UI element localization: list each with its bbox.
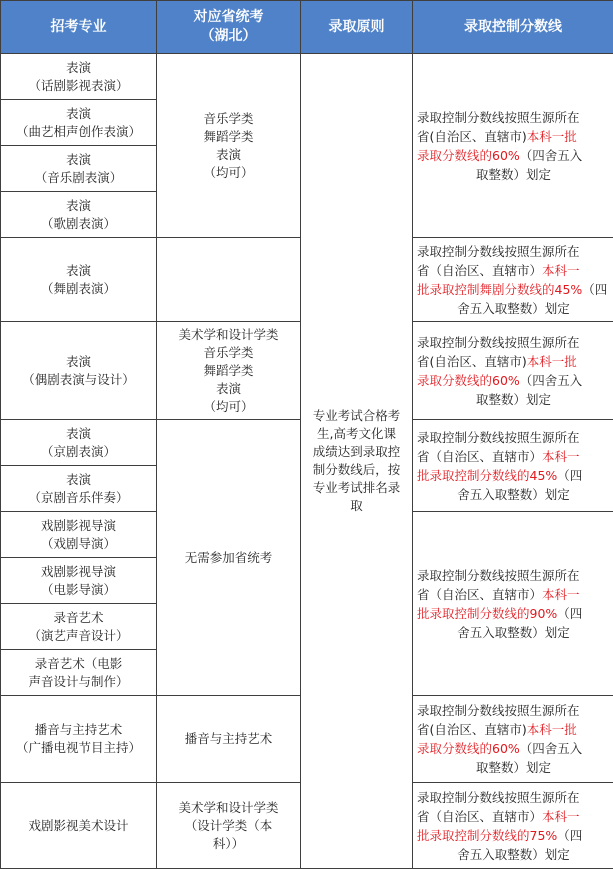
header-exam-sub: （湖北） <box>200 28 257 44</box>
principle-line: 成绩达到录取控 <box>312 444 401 459</box>
header-principle-label: 录取原则 <box>328 18 385 35</box>
score-highlight: 本科一 <box>542 262 580 278</box>
header-row <box>1 1 613 54</box>
score-cell <box>413 54 613 238</box>
major-direction: （话剧影视表演） <box>28 77 129 93</box>
exam-line: 播音与主持艺术 <box>184 731 273 746</box>
major-name: 表演 <box>65 471 91 487</box>
exam-cell <box>157 420 301 696</box>
major-cell <box>1 783 157 869</box>
score-highlight: 本科一 <box>542 448 580 464</box>
score-line <box>417 758 610 777</box>
exam-line: （均可） <box>203 164 254 180</box>
score-text: 录取控制分数线按照生源所在 <box>417 789 580 805</box>
score-text: 录取控制分数线按照生源所在 <box>417 243 580 259</box>
score-line <box>417 566 610 585</box>
exam-cell <box>157 783 301 869</box>
score-line <box>417 242 610 261</box>
major-direction: （电影导演） <box>40 581 116 597</box>
score-line <box>417 845 610 864</box>
score-highlight: 批录取控制分数线的45% <box>417 467 558 483</box>
major-direction: （音乐剧表演） <box>34 169 123 185</box>
table-row <box>1 54 613 100</box>
exam-line: （均可） <box>203 398 254 414</box>
header-exam <box>157 1 301 54</box>
exam-line: 舞蹈学类 <box>203 128 254 144</box>
score-line <box>417 604 610 623</box>
score-text: 取整数）划定 <box>475 391 551 407</box>
score-text: （四舍五入 <box>519 741 583 756</box>
major-direction: 声音设计与制作） <box>28 673 129 689</box>
header-exam-label: 对应省统考 <box>193 9 264 25</box>
major-name: 录音艺术 <box>53 609 104 625</box>
score-line <box>417 447 610 466</box>
exam-line: 美术学和设计学类 <box>178 799 279 815</box>
score-line <box>417 108 610 127</box>
score-line <box>417 701 610 720</box>
major-cell <box>1 604 157 650</box>
header-principle <box>301 1 413 54</box>
score-text: 舍五入取整数）划定 <box>457 300 570 316</box>
score-text: 录取控制分数线按照生源所在 <box>417 109 580 125</box>
score-line <box>417 428 610 447</box>
score-cell <box>413 238 613 322</box>
major-direction: （戏剧导演） <box>40 535 116 551</box>
exam-line: 舞蹈学类 <box>203 362 254 378</box>
score-line <box>417 585 610 604</box>
major-direction: （演艺声音设计） <box>28 627 129 643</box>
major-direction: （曲艺相声创作表演） <box>15 123 141 139</box>
score-cell <box>413 322 613 420</box>
score-line <box>417 352 610 371</box>
major-name: 表演 <box>65 197 91 213</box>
score-cell <box>413 420 613 512</box>
major-cell <box>1 322 157 420</box>
score-text: 录取控制分数线按照生源所在 <box>417 429 580 445</box>
principle-line: 专业考试合格考 <box>312 408 401 423</box>
major-name: 表演 <box>65 262 91 278</box>
score-line <box>417 739 610 758</box>
exam-cell <box>157 54 301 238</box>
score-highlight: 批录取控制分数线的75% <box>417 827 558 843</box>
major-cell <box>1 512 157 558</box>
score-text: 录取控制分数线按照生源所在 <box>417 567 580 583</box>
score-text: 省（自治区、直辖市） <box>417 808 543 824</box>
major-name: 表演 <box>65 59 91 75</box>
major-name: 表演 <box>65 425 91 441</box>
score-line <box>417 165 610 184</box>
principle-line: 生,高考文化课 <box>317 426 396 441</box>
score-text: 舍五入取整数）划定 <box>457 486 570 502</box>
major-cell <box>1 146 157 192</box>
major-name: 戏剧影视导演 <box>40 563 116 579</box>
score-highlight: 录取分数线的60% <box>417 147 520 163</box>
score-text: （四 <box>557 467 583 483</box>
major-direction: （京剧表演） <box>40 443 116 459</box>
score-text: 录取控制分数线按照生源所在 <box>417 334 580 350</box>
score-line <box>417 788 610 807</box>
score-highlight: 本科一 <box>542 586 580 602</box>
principle-line: 专业考试排名录 <box>312 480 401 495</box>
exam-line: 音乐学类 <box>203 110 254 126</box>
score-line <box>417 390 610 409</box>
score-line <box>417 826 610 845</box>
score-line <box>417 333 610 352</box>
score-highlight: 批录取控制舞剧分数线的45% <box>417 281 583 297</box>
score-text: （四 <box>557 605 583 621</box>
major-cell <box>1 558 157 604</box>
score-cell <box>413 696 613 783</box>
major-name: 表演 <box>65 151 91 167</box>
score-line <box>417 720 610 739</box>
major-direction: （舞剧表演） <box>40 280 116 296</box>
header-major-label: 招考专业 <box>50 18 107 35</box>
principle-cell <box>301 54 413 869</box>
score-line <box>417 299 610 318</box>
score-text: 录取控制分数线按照生源所在 <box>417 703 580 718</box>
major-direction: （偶剧表演与设计） <box>22 371 135 387</box>
score-line <box>417 146 610 165</box>
score-line <box>417 623 610 642</box>
score-text: 舍五入取整数）划定 <box>457 846 570 862</box>
exam-cell <box>157 322 301 420</box>
major-cell <box>1 420 157 466</box>
score-text: （四 <box>557 827 583 843</box>
score-text: 省（自治区、直辖市） <box>417 262 543 278</box>
major-direction: （广播电视节目主持） <box>15 740 141 755</box>
exam-line: 无需参加省统考 <box>184 549 273 565</box>
score-text: 省(自治区、直辖市) <box>417 128 527 144</box>
major-name: 表演 <box>65 105 91 121</box>
score-text: 舍五入取整数）划定 <box>457 624 570 640</box>
score-cell <box>413 512 613 696</box>
score-highlight: 本科一批 <box>526 722 577 737</box>
major-cell <box>1 650 157 696</box>
header-score-label: 录取控制分数线 <box>464 18 562 35</box>
major-name: 戏剧影视导演 <box>40 517 116 533</box>
major-name: 表演 <box>65 353 91 369</box>
major-cell <box>1 696 157 783</box>
score-text: 取整数）划定 <box>475 760 551 775</box>
score-highlight: 本科一 <box>542 808 580 824</box>
score-line <box>417 280 610 299</box>
score-line <box>417 127 610 146</box>
score-line <box>417 466 610 485</box>
score-text: （四舍五入 <box>519 372 583 388</box>
major-cell <box>1 54 157 100</box>
header-major <box>1 1 157 54</box>
score-line <box>417 261 610 280</box>
exam-line: （设计学类（本 <box>184 817 273 833</box>
score-text: 省（自治区、直辖市） <box>417 448 543 464</box>
exam-line: 科）） <box>212 835 245 851</box>
major-cell <box>1 466 157 512</box>
score-text: 取整数）划定 <box>475 166 551 182</box>
score-highlight: 录取分数线的60% <box>417 741 520 756</box>
score-line <box>417 807 610 826</box>
exam-line: 美术学和设计学类 <box>178 326 279 342</box>
exam-line: 音乐学类 <box>203 344 254 360</box>
exam-line: 表演 <box>215 380 241 396</box>
score-text: （四 <box>582 281 608 297</box>
score-line <box>417 485 610 504</box>
major-name: 播音与主持艺术 <box>34 722 123 737</box>
score-text: 省（自治区、直辖市） <box>417 586 543 602</box>
major-name: 录音艺术（电影 <box>34 655 123 671</box>
score-text: 省(自治区、直辖市) <box>417 353 527 369</box>
header-score <box>413 1 613 54</box>
major-cell <box>1 192 157 238</box>
score-text: （四舍五入 <box>519 147 583 163</box>
major-cell <box>1 238 157 322</box>
score-cell <box>413 783 613 869</box>
major-direction: （京剧音乐伴奏） <box>28 489 129 505</box>
score-highlight: 录取分数线的60% <box>417 372 520 388</box>
major-name: 戏剧影视美术设计 <box>28 817 129 833</box>
principle-line: 制分数线后，按 <box>312 462 401 477</box>
score-text: 省(自治区、直辖市) <box>417 722 527 737</box>
exam-line: 表演 <box>215 146 241 162</box>
score-highlight: 本科一批 <box>526 128 577 144</box>
major-direction: （歌剧表演） <box>40 215 116 231</box>
exam-cell-empty <box>157 238 301 322</box>
principle-line: 取 <box>350 498 363 513</box>
score-highlight: 批录取控制分数线的90% <box>417 605 558 621</box>
major-cell <box>1 100 157 146</box>
score-line <box>417 371 610 390</box>
exam-cell <box>157 696 301 783</box>
score-highlight: 本科一批 <box>526 353 577 369</box>
